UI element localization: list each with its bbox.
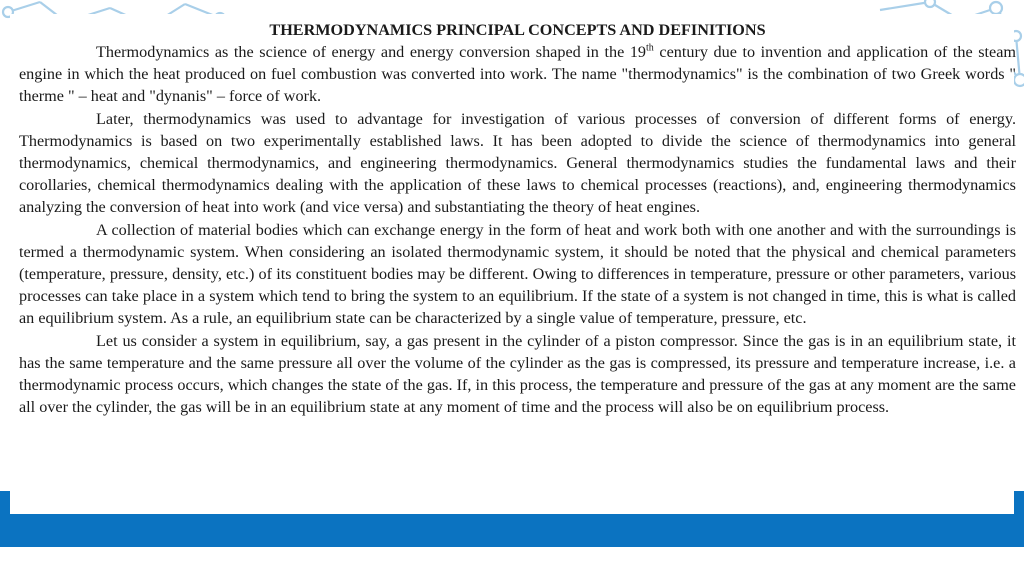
- slide-page: [10, 14, 1014, 514]
- superscript-th: th: [646, 42, 654, 54]
- paragraph-1-text-cont: century due to invention and application of the steam engine in which the heat produced on fuel combustion was converted into work. The name "thermodynamics" is the combination of two Greek words " therme " – heat and "dynanis" – force of work.: [19, 43, 1016, 106]
- paragraph-1: [19, 41, 1016, 108]
- paragraph-3: A collection of material bodies which can exchange energy in the form of heat and work both with one another and with the surroundings is termed a thermodynamic system. When considering an isolated thermodynamic system, it should be noted that the physical and chemical parameters (temperature, pressure, density, etc.) of its constituent bodies may be different. Owing to differences in temperature, pressure or other parameters, various processes can take place in a system which tend to bring the system to an equilibrium. If the state of a system is not changed in time, this is what is called an equilibrium system. As a rule, an equilibrium state can be characterized by a single value of temperature, pressure, etc.: [19, 220, 1016, 328]
- footer-white-strip: [0, 547, 1024, 574]
- paragraph-1-text: Thermodynamics as the science of energy and energy conversion shaped in the 19: [96, 43, 647, 61]
- document-body: [19, 19, 1016, 418]
- paragraph-4: Let us consider a system in equilibrium, say, a gas present in the cylinder of a piston compressor. Since the gas is in an equilibrium state, it has the same temperature and the same pressure all over the volume of the cylinder as the gas is compressed, its pressure and temperature increase, i.e. a thermodynamic process occurs, which changes the state of the gas. If, in this process, the temperature and pressure of the gas at any moment are the same all over the cylinder, the gas will be in an equilibrium state at any moment of time and the process will also be on equilibrium process.: [19, 331, 1016, 417]
- paragraph-2: Later, thermodynamics was used to advantage for investigation of various processes of conversion of different forms of energy. Thermodynamics is based on two experimentally established laws. It has been adopted to divide the science of thermodynamics into general thermodynamics, chemical thermodynamics, and engineering thermodynamics. General thermodynamics studies the fundamental laws and their corollaries, chemical thermodynamics dealing with the application of these laws to chemical processes (reactions), and, engineering thermodynamics analyzing the conversion of heat into work (and vice versa) and substantiating the theory of heat engines.: [19, 109, 1016, 217]
- page-title: THERMODYNAMICS PRINCIPAL CONCEPTS AND DEFINITIONS: [269, 21, 766, 39]
